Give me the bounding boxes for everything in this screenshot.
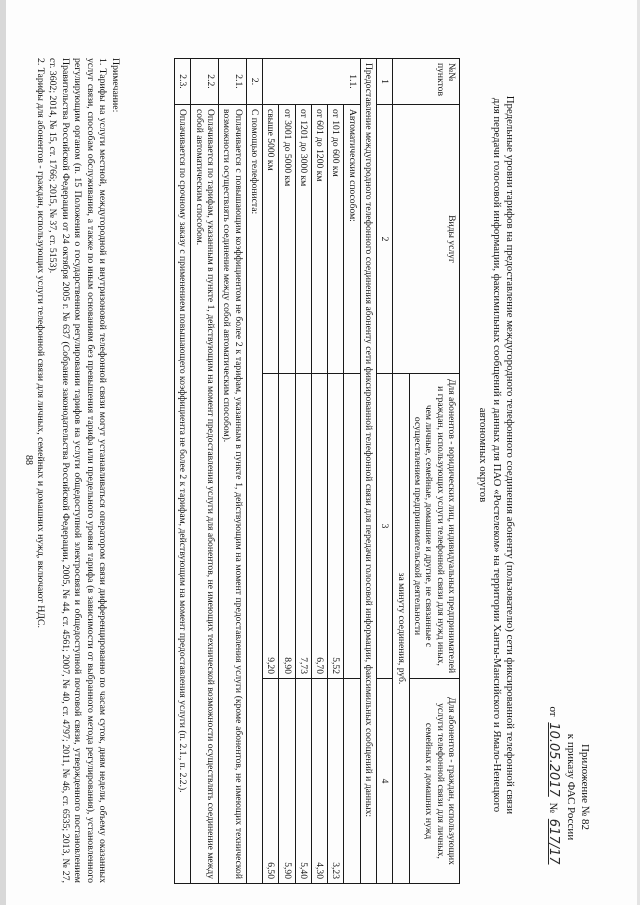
- table-row: [191, 59, 219, 884]
- operator-item-num: 2.1.: [219, 59, 247, 105]
- rate-business: 8,90: [279, 374, 295, 679]
- annex-block: [545, 672, 592, 902]
- operator-item-text: Оплачивается с повышающим коэффициентом не более 2 к тарифам, указанным в пункте 1, действующим на момент предоставления услуги (кроме абонентов, не имеющих технической возможности осуществлять соединение между собой автоматическим способом).: [219, 105, 247, 884]
- header-col-citizens: Для абонентов - граждан, использующих услуги телефонной связи для личных, семейных и домашних нужд: [409, 679, 459, 884]
- table-row: [219, 59, 247, 884]
- colnum-row: [377, 59, 393, 884]
- distance-label: от 601 до 1200 км: [311, 105, 327, 374]
- operator-num: 2.: [246, 59, 262, 105]
- annex-number: Приложение № 82: [579, 743, 591, 831]
- distance-label: от 3001 до 5000 км: [279, 105, 295, 374]
- table-row: [328, 59, 344, 884]
- header-col-business: Для абонентов - юридических лиц, индивидуальных предпринимателей и граждан, использующих услуги телефонной связи для нужд иных, чем личные, семейные, домашние и другие, не связанные с осуществлением предпринимательской деятельности: [409, 374, 459, 679]
- notes-block: [33, 58, 121, 883]
- auto-label-empty-3: [344, 374, 360, 679]
- table-row: [295, 59, 311, 884]
- colnum-4: 4: [377, 679, 393, 884]
- operator-label: С помощью телефониста:: [246, 105, 262, 884]
- annex-order-ref: к приказу ФАС России: [564, 733, 577, 841]
- annex-date-line: [545, 672, 562, 902]
- rate-citizens: 5,90: [279, 679, 295, 884]
- rate-citizens: 6,50: [262, 679, 278, 884]
- tariff-table: [174, 58, 460, 884]
- colnum-2: 2: [377, 105, 393, 374]
- notes-heading: Примечание:: [110, 58, 121, 113]
- page-number: 88: [23, 455, 34, 465]
- rate-citizens: 4,30: [311, 679, 327, 884]
- colnum-1: 1: [377, 59, 393, 105]
- section-row: [360, 59, 376, 884]
- auto-header-row: [344, 59, 360, 884]
- note-1: 1. Тарифы на услуги местной, междугородной и внутризоновой телефонной связи могут устанавливаться оператором связи дифференцированно по часам суток, дням недели, объему оказанных услуг связи, способам обслуживания, а также по иным основаниям без превышения тарифа или предельного уровня тарифа (в зависимости от выбранного метода регулирования), установленного регулирующим органом (п. 15 Положения о государственном регулировании тарифов на услуги общедоступной электросвязи и общедоступной почтовой связи, утвержденного постановлением Правительства Российской Федерации от 24 октября 2005 г. № 637 (Собрание законодательства Российской Федерации, 2005, № 44, ст. 4561; 2007, № 40, ст. 4797; 2011, № 46, ст. 6535; 2013, № 27, ст. 3602; 2014, № 15, ст. 1766; 2015, № 37, ст. 5153).: [47, 58, 109, 883]
- rate-business: 6,70: [311, 374, 327, 679]
- rate-business: 9,20: [262, 374, 278, 679]
- rate-business: 7,73: [295, 374, 311, 679]
- operator-item-num: 2.2.: [191, 59, 219, 105]
- rate-citizens: 5,40: [295, 679, 311, 884]
- table-row: [311, 59, 327, 884]
- distance-label: свыше 5000 км: [262, 105, 278, 374]
- auto-num: 1.1.: [262, 59, 360, 105]
- header-col-number: №№ пунктов: [393, 59, 460, 105]
- rate-business: 5,52: [328, 374, 344, 679]
- section-title: Предоставление междугородного телефонного соединения абоненту сети фиксированной телефонной связи для передачи голосовой информации, факсимильных сообщений и данных:: [360, 59, 376, 884]
- document-title: Предельные уровни тарифов на предоставление междугородного телефонного соединения абоненту (пользователю) сети фиксированной телефонной связи для передачи голосовой информации, факсимильных сообщений и данных для ПАО «Ростелеком» на территории Ханты-Мансийского и Ямало-Ненецкого автономных округов: [477, 95, 516, 815]
- header-col-service: Виды услуг: [393, 105, 460, 374]
- operator-item-text: Оплачивается по срочному заказу с применением повышающего коэффициента не более 2 к тарифам, действующим на момент предоставления услуги (п. 2.1., п. 2.2.).: [175, 105, 191, 884]
- table-row: [175, 59, 191, 884]
- operator-item-text: Оплачивается по тарифам, указанным в пункте 1, действующим на момент предоставления услуги для абонентов, не имеющих технической возможности осуществлять соединение между собой автоматическим способом.: [191, 105, 219, 884]
- operator-item-num: 2.3.: [175, 59, 191, 105]
- annex-num-label: №: [547, 802, 560, 814]
- unit-label: за минуту соединения, руб.: [393, 374, 409, 884]
- colnum-3: 3: [377, 374, 393, 679]
- note-2: 2. Тарифы для абонентов - граждан, использующих услуги телефонной связи для личных, семейных и домашних нужд, включают НДС.: [34, 58, 46, 628]
- distance-label: от 101 до 600 км: [328, 105, 344, 374]
- distance-label: от 1201 до 3000 км: [295, 105, 311, 374]
- rate-citizens: 3,23: [328, 679, 344, 884]
- auto-label: Автоматическим способом:: [344, 105, 360, 374]
- table-row: [262, 59, 278, 884]
- header-row: [409, 59, 459, 884]
- table-row: [279, 59, 295, 884]
- annex-date: 10.05.2017: [546, 722, 562, 797]
- annex-from-label: от: [547, 706, 560, 717]
- operator-header-row: [246, 59, 262, 884]
- auto-label-empty-4: [344, 679, 360, 884]
- annex-order-number: 617/17: [546, 818, 562, 865]
